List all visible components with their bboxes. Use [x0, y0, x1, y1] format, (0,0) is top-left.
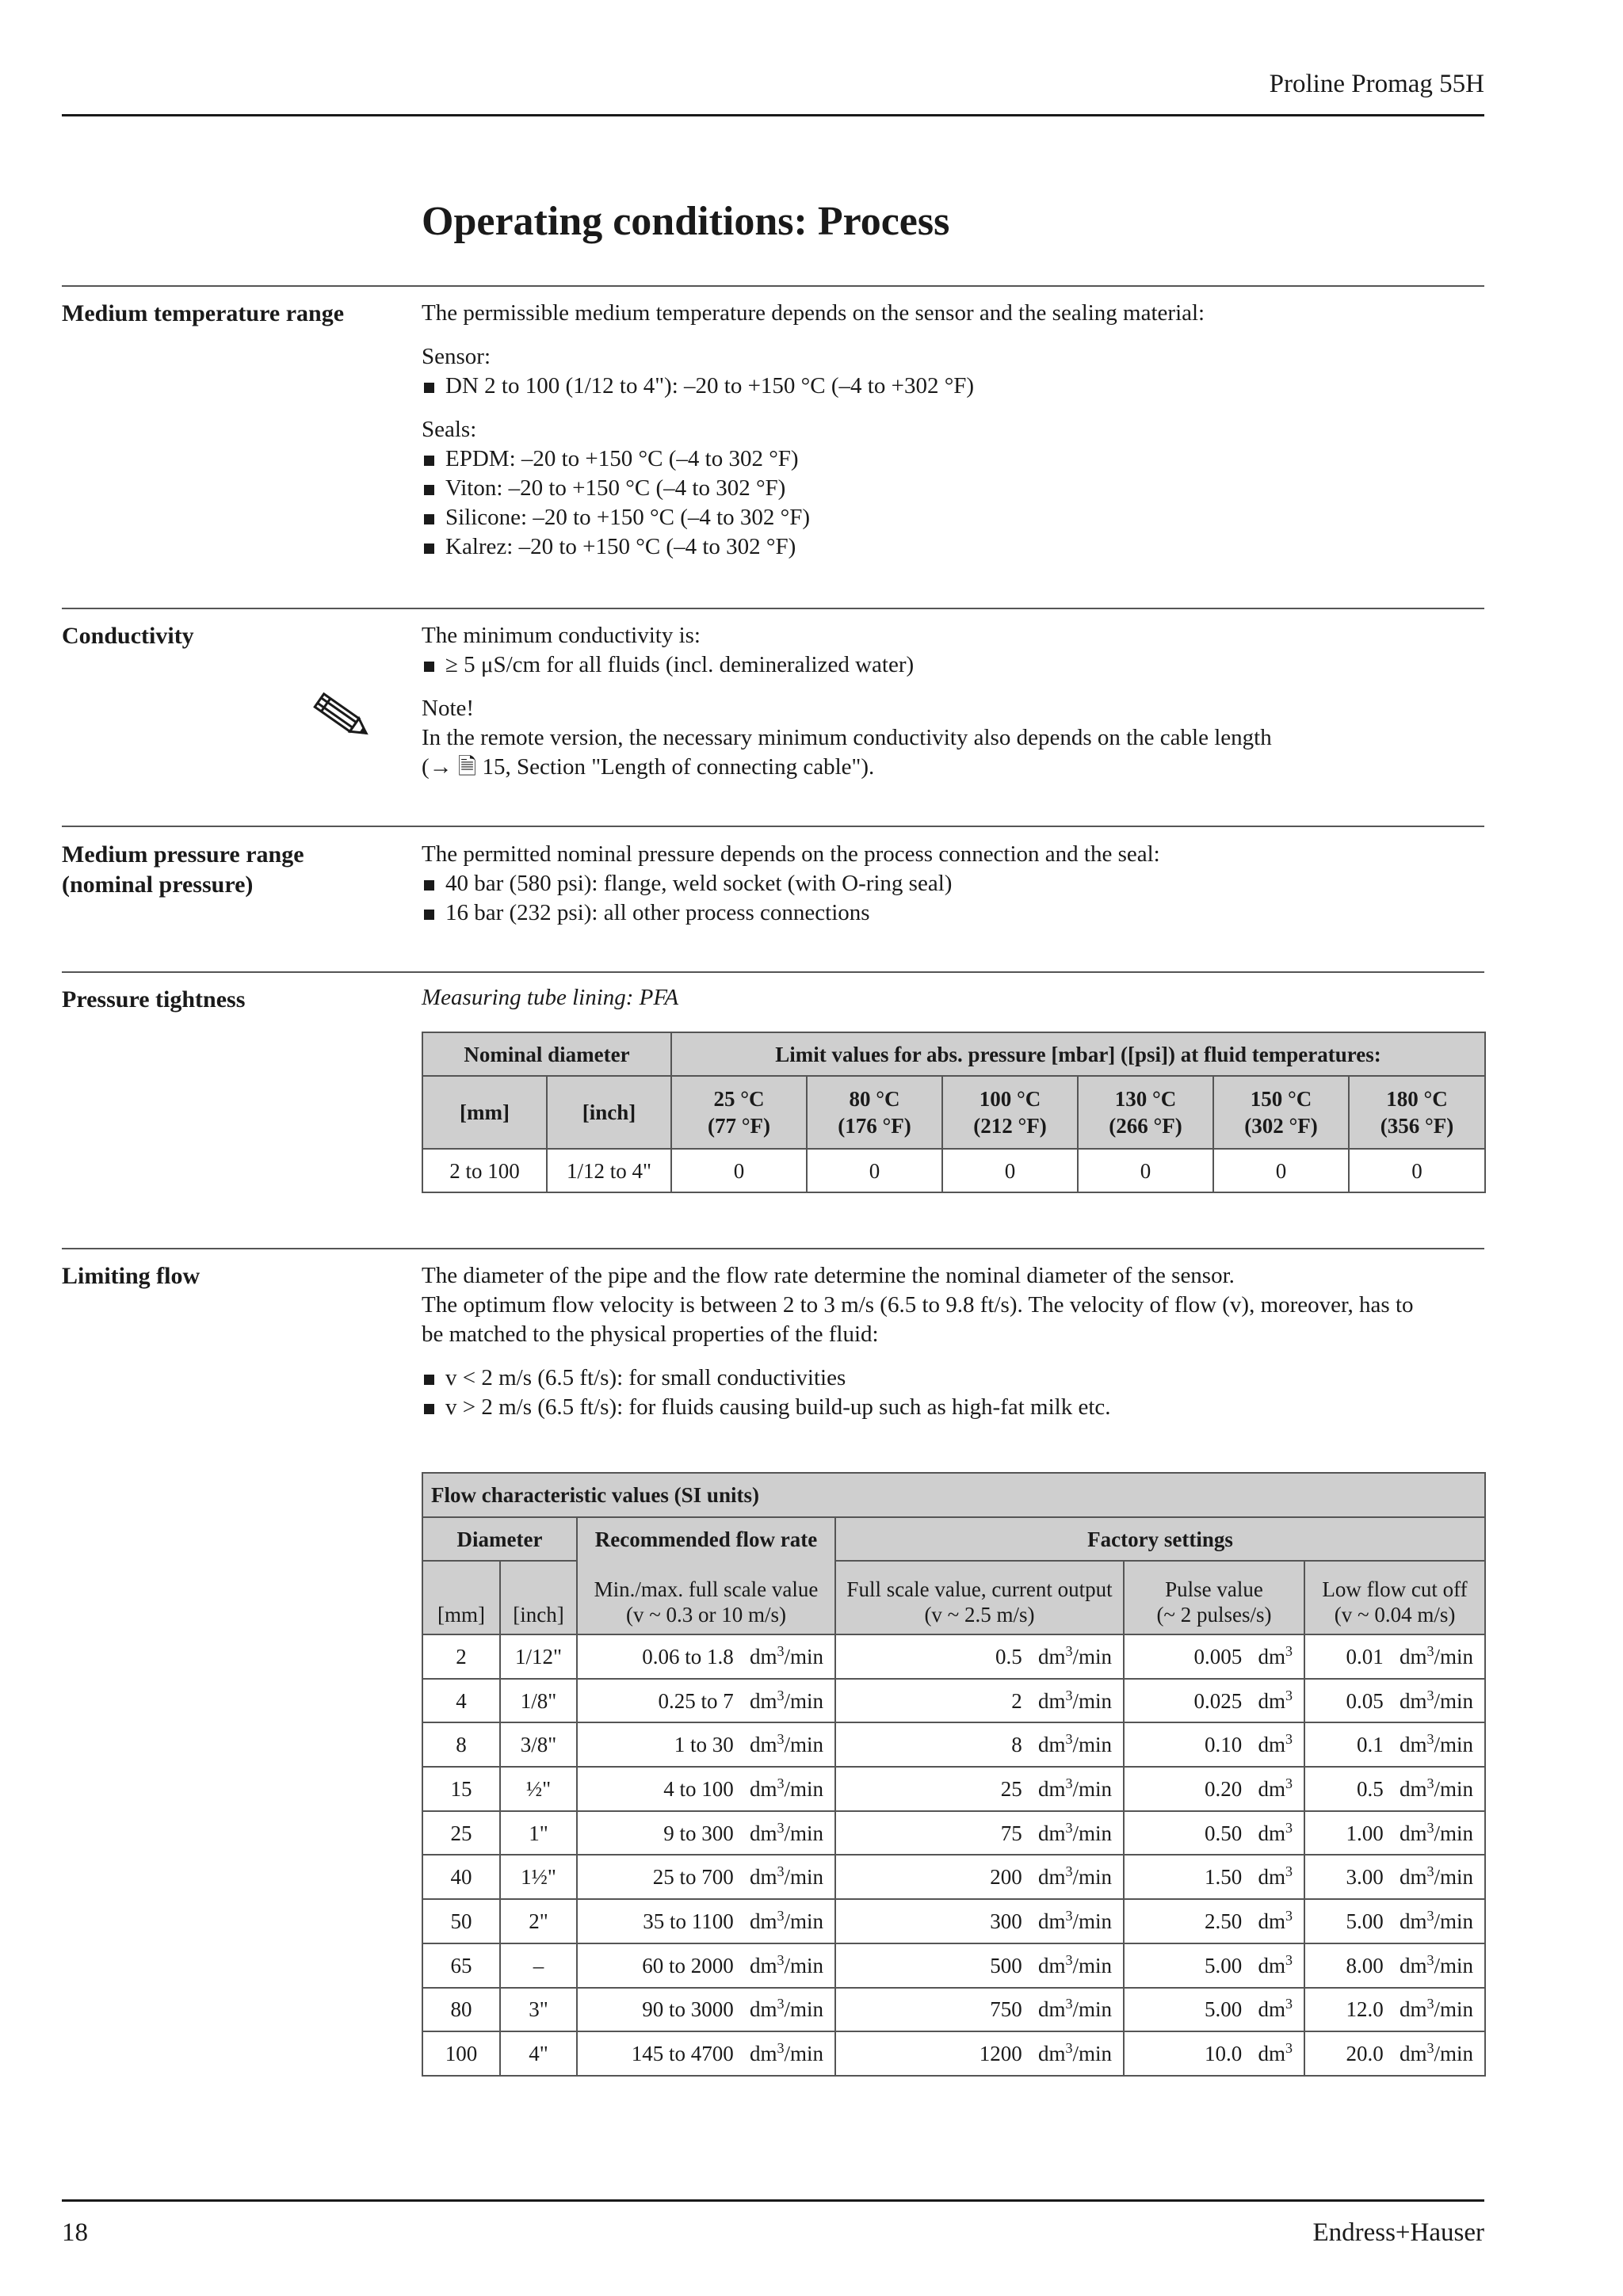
pressure-label-line: Medium pressure range: [62, 841, 304, 868]
cell-full-scale: 300 $dm^3/\min$: [835, 1899, 1124, 1943]
cell-inch: 2": [500, 1899, 577, 1943]
cell-low-flow: 12.0 $dm^3/\min$: [1304, 1988, 1485, 2032]
cell-mm: 25: [422, 1811, 500, 1855]
list-item: Viton: –20 to +150 °C (–4 to 302 °F): [422, 474, 1484, 503]
header-nominal-diameter: Nominal diameter: [422, 1032, 671, 1076]
flow-table-caption: Flow characteristic values (SI units): [422, 1473, 1485, 1517]
cell-minmax: 4 to 100 $dm^3/\min$: [577, 1767, 835, 1811]
note-text: In the remote version, the necessary minimum conductivity also depends on the cable length: [422, 725, 1272, 750]
cell-full-scale: 2 $dm^3/\min$: [835, 1679, 1124, 1723]
section-content-limiting-flow: [422, 1261, 1484, 1422]
header-low-flow: Low flow cut off (v ~ 0.04 m/s): [1304, 1561, 1485, 1634]
seals-list: [422, 444, 1484, 562]
header-full-scale: Full scale value, current output (v ~ 2.5 m/s): [835, 1561, 1124, 1634]
section-content-pressure: [422, 840, 1484, 928]
cell-value: 0: [1078, 1149, 1213, 1192]
cell-inch: 1/12": [500, 1634, 577, 1679]
footer-rule: [62, 2199, 1484, 2202]
cell-mm: 80: [422, 1988, 500, 2032]
cell-pulse: 5.00 $dm^3$: [1124, 1943, 1304, 1988]
footer-brand: Endress+Hauser: [1312, 2218, 1484, 2247]
cell-low-flow: 1.00 $dm^3/\min$: [1304, 1811, 1485, 1855]
cell-minmax: 25 to 700 $dm^3/\min$: [577, 1855, 835, 1899]
header-recommended-flow: Recommended flow rate: [577, 1517, 835, 1561]
cell-mm: 50: [422, 1899, 500, 1943]
header-diameter: Diameter: [422, 1517, 577, 1561]
header-temp: 80 °C (176 °F): [807, 1076, 942, 1149]
list-item: 40 bar (580 psi): flange, weld socket (with O-ring seal): [422, 869, 1484, 898]
cell-low-flow: 5.00 $dm^3/\min$: [1304, 1899, 1485, 1943]
section-divider: [62, 285, 1484, 287]
cell-pulse: 0.025 $dm^3$: [1124, 1679, 1304, 1723]
section-content-temperature: [422, 299, 1484, 562]
section-label-conductivity: Conductivity: [62, 623, 194, 649]
cell-full-scale: 500 $dm^3/\min$: [835, 1943, 1124, 1988]
list-item: 16 bar (232 psi): all other process connections: [422, 898, 1484, 928]
header-inch: [inch]: [500, 1561, 577, 1634]
cell-inch: 1/12 to 4": [547, 1149, 671, 1192]
cell-low-flow: 0.1 $dm^3/\min$: [1304, 1722, 1485, 1767]
cell-full-scale: 0.5 $dm^3/\min$: [835, 1634, 1124, 1679]
note-reference: (→ 🗎 15, Section "Length of connecting cable").: [422, 754, 875, 780]
cell-value: 0: [1349, 1149, 1485, 1192]
table-row: [422, 1679, 1485, 1723]
table-row: [422, 1855, 1485, 1899]
cell-mm: 65: [422, 1943, 500, 1988]
table-caption-lining: Measuring tube lining: PFA: [422, 985, 679, 1010]
section-divider: [62, 971, 1484, 973]
cell-low-flow: 0.5 $dm^3/\min$: [1304, 1767, 1485, 1811]
cell-minmax: 90 to 3000 $dm^3/\min$: [577, 1988, 835, 2032]
pressure-intro: The permitted nominal pressure depends on the process connection and the seal:: [422, 841, 1160, 867]
cell-pulse: 0.20 $dm^3$: [1124, 1767, 1304, 1811]
list-item: Silicone: –20 to +150 °C (–4 to 302 °F): [422, 503, 1484, 532]
header-temp: 180 °C (356 °F): [1349, 1076, 1485, 1149]
limiting-flow-text: The optimum flow velocity is between 2 to 3 m/s (6.5 to 9.8 ft/s). The velocity of flow (v), moreover, has to: [422, 1292, 1414, 1318]
header-pulse-value: Pulse value (~ 2 pulses/s): [1124, 1561, 1304, 1634]
page-number: 18: [62, 2218, 88, 2247]
cell-mm: 2: [422, 1634, 500, 1679]
cell-full-scale: 8 $dm^3/\min$: [835, 1722, 1124, 1767]
cell-inch: 1½": [500, 1855, 577, 1899]
conductivity-intro: The minimum conductivity is:: [422, 623, 701, 648]
header-temp: 100 °C (212 °F): [942, 1076, 1078, 1149]
cell-pulse: 5.00 $dm^3$: [1124, 1988, 1304, 2032]
table-row: [422, 1149, 1485, 1192]
cell-minmax: 9 to 300 $dm^3/\min$: [577, 1811, 835, 1855]
cell-value: 0: [671, 1149, 807, 1192]
cell-low-flow: 3.00 $dm^3/\min$: [1304, 1855, 1485, 1899]
pressure-label-line: (nominal pressure): [62, 871, 254, 898]
cell-full-scale: 1200 $dm^3/\min$: [835, 2031, 1124, 2076]
cell-full-scale: 200 $dm^3/\min$: [835, 1855, 1124, 1899]
list-item: DN 2 to 100 (1/12 to 4"): –20 to +150 °C (–4 to +302 °F): [422, 372, 1484, 401]
cell-minmax: 0.06 to 1.8 $dm^3/\min$: [577, 1634, 835, 1679]
cell-mm: 8: [422, 1722, 500, 1767]
cell-pulse: 2.50 $dm^3$: [1124, 1899, 1304, 1943]
pressure-list: [422, 869, 1484, 928]
limiting-flow-list: [422, 1363, 1484, 1422]
cell-pulse: 0.10 $dm^3$: [1124, 1722, 1304, 1767]
cell-full-scale: 75 $dm^3/\min$: [835, 1811, 1124, 1855]
table-row: [422, 1899, 1485, 1943]
cell-full-scale: 25 $dm^3/\min$: [835, 1767, 1124, 1811]
cell-value: 0: [942, 1149, 1078, 1192]
list-item: v < 2 m/s (6.5 ft/s): for small conductivities: [422, 1363, 1484, 1393]
list-item: Kalrez: –20 to +150 °C (–4 to 302 °F): [422, 532, 1484, 562]
limiting-flow-text: be matched to the physical properties of the fluid:: [422, 1322, 879, 1347]
temperature-intro: The permissible medium temperature depends on the sensor and the sealing material:: [422, 300, 1205, 326]
header-inch: [inch]: [547, 1076, 671, 1149]
section-label-tightness: Pressure tightness: [62, 986, 246, 1013]
section-divider: [62, 608, 1484, 609]
cell-minmax: 0.25 to 7 $dm^3/\min$: [577, 1679, 835, 1723]
section-divider: [62, 1248, 1484, 1249]
cell-value: 0: [1213, 1149, 1349, 1192]
table-row: [422, 1943, 1485, 1988]
cell-mm: 15: [422, 1767, 500, 1811]
section-label-pressure: [62, 840, 304, 900]
section-content-conductivity: [422, 621, 1484, 782]
table-row: [422, 1634, 1485, 1679]
cell-inch: ½": [500, 1767, 577, 1811]
cell-minmax: 35 to 1100 $dm^3/\min$: [577, 1899, 835, 1943]
cell-inch: 3": [500, 1988, 577, 2032]
cell-inch: 1": [500, 1811, 577, 1855]
cell-inch: 3/8": [500, 1722, 577, 1767]
list-item: ≥ 5 μS/cm for all fluids (incl. demineralized water): [422, 650, 1484, 680]
conductivity-list: [422, 650, 1484, 680]
table-row: [422, 1811, 1485, 1855]
seals-heading: Seals:: [422, 417, 477, 442]
page-title: Operating conditions: Process: [422, 199, 950, 244]
note-heading: Note!: [422, 696, 475, 721]
header-factory-settings: Factory settings: [835, 1517, 1485, 1561]
header-rule: [62, 114, 1484, 116]
header-temp: 150 °C (302 °F): [1213, 1076, 1349, 1149]
cell-mm: 4: [422, 1679, 500, 1723]
cell-pulse: 10.0 $dm^3$: [1124, 2031, 1304, 2076]
cell-minmax: 1 to 30 $dm^3/\min$: [577, 1722, 835, 1767]
cell-inch: 4": [500, 2031, 577, 2076]
table-row: [422, 1722, 1485, 1767]
sensor-list: [422, 372, 1484, 401]
cell-inch: 1/8": [500, 1679, 577, 1723]
header-title: Proline Promag 55H: [1269, 70, 1484, 98]
list-item: EPDM: –20 to +150 °C (–4 to 302 °F): [422, 444, 1484, 474]
cell-pulse: 1.50 $dm^3$: [1124, 1855, 1304, 1899]
cell-pulse: 0.005 $dm^3$: [1124, 1634, 1304, 1679]
list-item: v > 2 m/s (6.5 ft/s): for fluids causing build-up such as high-fat milk etc.: [422, 1393, 1484, 1422]
cell-low-flow: 20.0 $dm^3/\min$: [1304, 2031, 1485, 2076]
cell-mm: 2 to 100: [422, 1149, 547, 1192]
cell-low-flow: 0.05 $dm^3/\min$: [1304, 1679, 1485, 1723]
table-row: [422, 1988, 1485, 2032]
table-row: [422, 1767, 1485, 1811]
section-label-temperature: Medium temperature range: [62, 300, 345, 326]
cell-minmax: 60 to 2000 $dm^3/\min$: [577, 1943, 835, 1988]
header-temp: 130 °C (266 °F): [1078, 1076, 1213, 1149]
header-temp: 25 °C (77 °F): [671, 1076, 807, 1149]
header-mm: [mm]: [422, 1561, 500, 1634]
cell-low-flow: 8.00 $dm^3/\min$: [1304, 1943, 1485, 1988]
sensor-heading: Sensor:: [422, 344, 491, 369]
pressure-tightness-table: [422, 1032, 1486, 1193]
section-label-limiting-flow: Limiting flow: [62, 1263, 200, 1289]
section-divider: [62, 826, 1484, 827]
limiting-flow-text: The diameter of the pipe and the flow rate determine the nominal diameter of the sensor.: [422, 1263, 1235, 1288]
table-row: [422, 2031, 1485, 2076]
cell-inch: –: [500, 1943, 577, 1988]
cell-low-flow: 0.01 $dm^3/\min$: [1304, 1634, 1485, 1679]
cell-pulse: 0.50 $dm^3$: [1124, 1811, 1304, 1855]
cell-mm: 40: [422, 1855, 500, 1899]
header-minmax: Min./max. full scale value (v ~ 0.3 or 10 m/s): [577, 1561, 835, 1634]
pencil-note-icon: [305, 688, 376, 743]
header-limit-values: Limit values for abs. pressure [mbar] ([psi]) at fluid temperatures:: [671, 1032, 1485, 1076]
cell-mm: 100: [422, 2031, 500, 2076]
cell-value: 0: [807, 1149, 942, 1192]
flow-characteristics-table: [422, 1472, 1486, 2077]
cell-full-scale: 750 $dm^3/\min$: [835, 1988, 1124, 2032]
header-mm: [mm]: [422, 1076, 547, 1149]
cell-minmax: 145 to 4700 $dm^3/\min$: [577, 2031, 835, 2076]
